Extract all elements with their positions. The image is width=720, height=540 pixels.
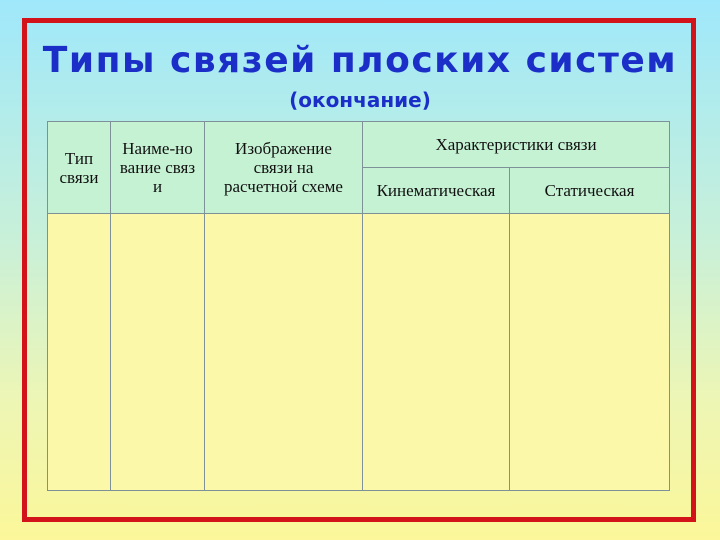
header-name [111,122,205,214]
slide-subtitle: (окончание) [289,88,431,112]
header-image-label: Изображение связи на расчетной схеме [224,139,343,196]
cell-image [205,214,363,491]
cell-kinematic [363,214,510,491]
header-kinematic-label: Кинематическая [376,181,496,200]
header-characteristics [363,122,670,168]
header-static-label: Статическая [544,181,635,200]
header-type-label: Тип связи [59,148,99,187]
cell-type [48,214,111,491]
header-static [510,168,670,214]
header-image [205,122,363,214]
table-row [48,214,670,491]
header-name-label: Наиме-нование связи [119,139,196,196]
header-type [48,122,111,214]
slide-title: Типы связей плоских систем [42,40,678,81]
connection-types-table [47,121,670,491]
header-characteristics-label: Характеристики связи [435,135,597,154]
cell-static [510,214,670,491]
header-kinematic [363,168,510,214]
cell-name [111,214,205,491]
